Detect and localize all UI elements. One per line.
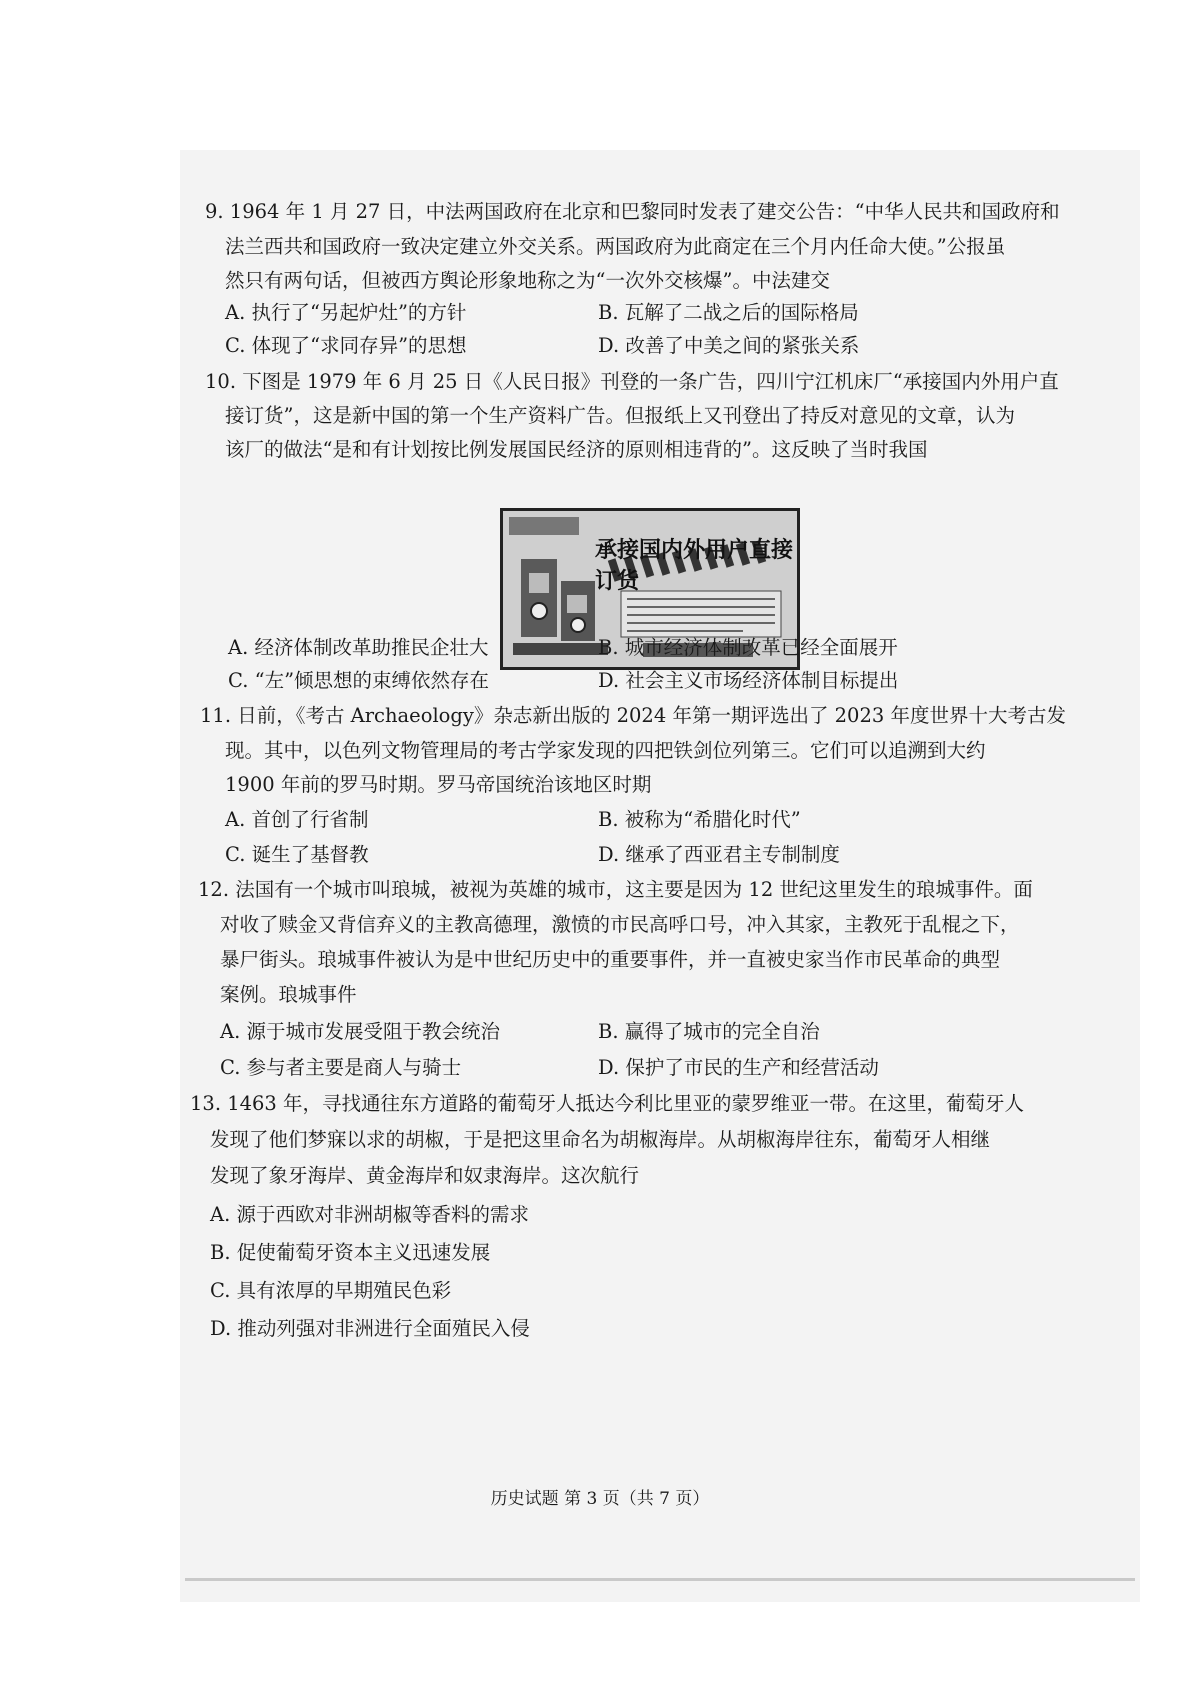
question-12-line-3: 暴尸街头。琅城事件被认为是中世纪历史中的重要事件，并一直被史家当作市民革命的典型 [220,948,1001,971]
question-11-option-c: C. 诞生了基督教 [225,843,369,866]
question-12-line-1: 12. 法国有一个城市叫琅城，被视为英雄的城市，这主要是因为 12 世纪这里发生的琅城事件。面 [198,878,1033,901]
question-9-option-c: C. 体现了“求同存异”的思想 [225,334,467,357]
question-12-option-c: C. 参与者主要是商人与骑士 [220,1056,462,1079]
question-13-option-d: D. 推动列强对非洲进行全面殖民入侵 [210,1317,530,1340]
question-9-option-a: A. 执行了“另起炉灶”的方针 [225,301,467,324]
question-13-line-1: 13. 1463 年，寻找通往东方道路的葡萄牙人抵达今利比里亚的蒙罗维亚一带。在这里，葡萄牙人 [190,1092,1025,1115]
question-10-line-2: 接订货”，这是新中国的第一个生产资料广告。但报纸上又刊登出了持反对意见的文章，认为 [225,404,1015,427]
question-11-option-a: A. 首创了行省制 [225,808,369,831]
question-10-option-d: D. 社会主义市场经济体制目标提出 [598,669,899,692]
question-11-option-d: D. 继承了西亚君主专制制度 [598,843,840,866]
question-9-option-b: B. 瓦解了二战之后的国际格局 [598,301,859,324]
question-11-line-1: 11. 日前，《考古 Archaeology》杂志新出版的 2024 年第一期评选出了 2023 年度世界十大考古发 [200,704,1066,727]
question-12-option-d: D. 保护了市民的生产和经营活动 [598,1056,879,1079]
question-10-option-c: C. “左”倾思想的束缚依然存在 [228,669,490,692]
question-9-line-2: 法兰西共和国政府一致决定建立外交关系。两国政府为此商定在三个月内任命大使。”公报虽 [225,235,1006,258]
bottom-rule [185,1578,1135,1581]
page-footer: 历史试题 第 3 页（共 7 页） [490,1489,710,1509]
question-11-line-2: 现。其中，以色列文物管理局的考古学家发现的四把铁剑位列第三。它们可以追溯到大约 [225,739,986,762]
question-13-option-a: A. 源于西欧对非洲胡椒等香料的需求 [210,1203,529,1226]
question-13-option-c: C. 具有浓厚的早期殖民色彩 [210,1279,452,1302]
question-9-line-1: 9. 1964 年 1 月 27 日，中法两国政府在北京和巴黎同时发表了建交公告：“中华人民共和国政府和 [205,200,1060,223]
question-12-option-a: A. 源于城市发展受阻于教会统治 [220,1020,500,1043]
question-12-line-4: 案例。琅城事件 [220,983,357,1006]
question-11-line-3: 1900 年前的罗马时期。罗马帝国统治该地区时期 [225,773,652,796]
question-13-line-2: 发现了他们梦寐以求的胡椒，于是把这里命名为胡椒海岸。从胡椒海岸往东，葡萄牙人相继 [210,1128,991,1151]
question-13-option-b: B. 促使葡萄牙资本主义迅速发展 [210,1241,491,1264]
question-10-option-a: A. 经济体制改革助推民企壮大 [228,636,489,659]
question-11-option-b: B. 被称为“希腊化时代” [598,808,801,831]
question-12-line-2: 对收了赎金又背信弃义的主教高德理，激愤的市民高呼口号，冲入其家，主教死于乱棍之下， [220,913,1020,936]
question-10-line-1: 10. 下图是 1979 年 6 月 25 日《人民日报》刊登的一条广告，四川宁江机床厂“承接国内外用户直 [205,370,1059,393]
question-10-line-3: 该厂的做法“是和有计划按比例发展国民经济的原则相违背的”。这反映了当时我国 [225,438,928,461]
question-13-line-3: 发现了象牙海岸、黄金海岸和奴隶海岸。这次航行 [210,1164,640,1187]
question-9-line-3: 然只有两句话，但被西方舆论形象地称之为“一次外交核爆”。中法建交 [225,269,830,292]
question-9-option-d: D. 改善了中美之间的紧张关系 [598,334,860,357]
ad-headline: 承接国内外用户直接订货 [595,538,794,594]
question-12-option-b: B. 赢得了城市的完全自治 [598,1020,820,1043]
question-10-option-b: B. 城市经济体制改革已经全面展开 [598,636,898,659]
